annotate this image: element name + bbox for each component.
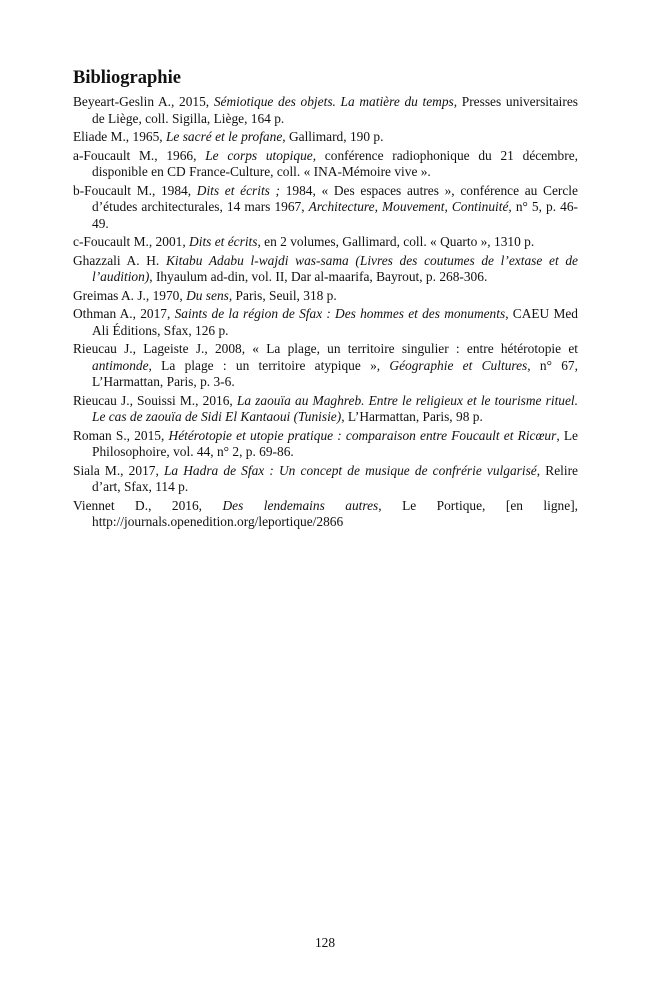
entry-title-italic: Des lendemains autres <box>222 497 379 513</box>
entry-text: Roman S., 2015, <box>73 427 169 443</box>
entry-text: , CAEU Med Ali Éditions, Sfax, 126 p. <box>92 306 578 338</box>
entry-title-italic: Géographie et Cultures <box>389 357 528 373</box>
entry-text: , n° 5, p. 46-49. <box>92 199 578 231</box>
entry-text: , La plage : un territoire atypique », <box>148 357 390 373</box>
entry-title-italic: La zaouïa au Maghreb. Entre le religieux et le tourisme rituel. Le cas de zaouïa de Sidi El Kantaoui (Tunisie) <box>92 392 578 424</box>
entry-title-italic: Dits et écrits ; <box>196 182 281 198</box>
bibliography-entry <box>73 463 578 496</box>
entry-title-italic: Dits et écrits <box>189 234 258 249</box>
bibliography-entry <box>73 148 578 181</box>
entry-text: Siala M., 2017, <box>73 462 164 478</box>
entry-text: a-Foucault M., 1966, <box>73 147 206 163</box>
entry-text: c-Foucault M., 2001, <box>73 234 190 249</box>
entry-text: Ghazzali A. H. <box>73 252 166 268</box>
entry-title-italic: Sémiotique des objets. La matière du temps <box>213 94 454 109</box>
bibliography-heading: Bibliographie <box>73 68 181 88</box>
entry-text: , Ihyaulum ad-din, vol. II, Dar al-maarifa, Bayrout, p. 268-306. <box>149 269 488 284</box>
entry-text: 1984, « Des espaces autres », conférence au Cercle d’études architecturales, 14 mars 1967, <box>92 182 578 214</box>
bibliography-entry <box>73 253 578 286</box>
bibliography-entry <box>73 234 578 251</box>
entry-text: , Paris, Seuil, 318 p. <box>228 287 337 303</box>
entry-text: Eliade M., 1965, <box>73 129 166 144</box>
entry-text: , Le Philosophoire, vol. 44, n° 2, p. 69-86. <box>92 427 578 459</box>
bibliography-entry <box>73 94 578 127</box>
entry-text: , Presses universitaires de Liège, coll. Sigilla, Liège, 164 p. <box>92 94 579 126</box>
bibliography-entry <box>73 341 578 391</box>
bibliography-entry <box>73 306 578 339</box>
entry-title-italic: La Hadra de Sfax : Un concept de musique de confrérie vulgarisé <box>163 462 537 478</box>
bibliography-entry <box>73 393 578 426</box>
entry-text: , L’Harmattan, Paris, 98 p. <box>341 409 483 424</box>
bibliography-entry <box>73 428 578 461</box>
entry-title-italic: Kitabu Adabu l-wajdi was-sama (Livres des coutumes de l’extase et de l’audition) <box>92 252 578 284</box>
entry-title-italic: Architecture, Mouvement, Continuité <box>308 199 509 214</box>
entry-title-italic: Le sacré et le profane <box>165 129 283 144</box>
entry-text: Rieucau J., Lageiste J., 2008, « La plage, un territoire singulier : entre hétérotopie et <box>73 341 578 356</box>
entry-title-italic: Le corps utopique <box>205 147 313 163</box>
entry-title-italic: antimonde <box>92 357 149 373</box>
entry-text: , Le Portique, [en ligne], http://journals.openedition.org/leportique/2866 <box>92 497 579 529</box>
entry-text: , Relire d’art, Sfax, 114 p. <box>92 462 578 494</box>
entry-title-italic: Saints de la région de Sfax : Des hommes et des monuments <box>174 306 506 321</box>
entry-text: , n° 67, L’Harmattan, Paris, p. 3-6. <box>92 357 578 389</box>
entry-title-italic: Du sens <box>186 287 229 303</box>
entry-text: Othman A., 2017, <box>73 306 175 321</box>
entry-text: b-Foucault M., 1984, <box>73 182 197 198</box>
bibliography-section <box>73 66 578 533</box>
entry-text: , Gallimard, 190 p. <box>282 129 384 144</box>
entry-text: Rieucau J., Souissi M., 2016, <box>73 392 237 408</box>
entry-text: Beyeart-Geslin A., 2015, <box>73 94 214 109</box>
entry-text: Greimas A. J., 1970, <box>73 287 187 303</box>
entry-text: Viennet D., 2016, <box>73 497 223 513</box>
entry-text: , conférence radiophonique du 21 décembre, disponible en CD France-Culture, coll. « INA-Mémoire vive ». <box>92 147 579 179</box>
bibliography-entry <box>73 288 578 305</box>
entry-text: , en 2 volumes, Gallimard, coll. « Quarto », 1310 p. <box>257 234 535 249</box>
bibliography-list <box>73 94 578 531</box>
entry-title-italic: Hétérotopie et utopie pratique : comparaison entre Foucault et Ricœur <box>168 427 557 443</box>
bibliography-entry <box>73 183 578 233</box>
bibliography-entry <box>73 129 578 146</box>
bibliography-entry <box>73 498 578 531</box>
page-number: 128 <box>314 935 336 950</box>
